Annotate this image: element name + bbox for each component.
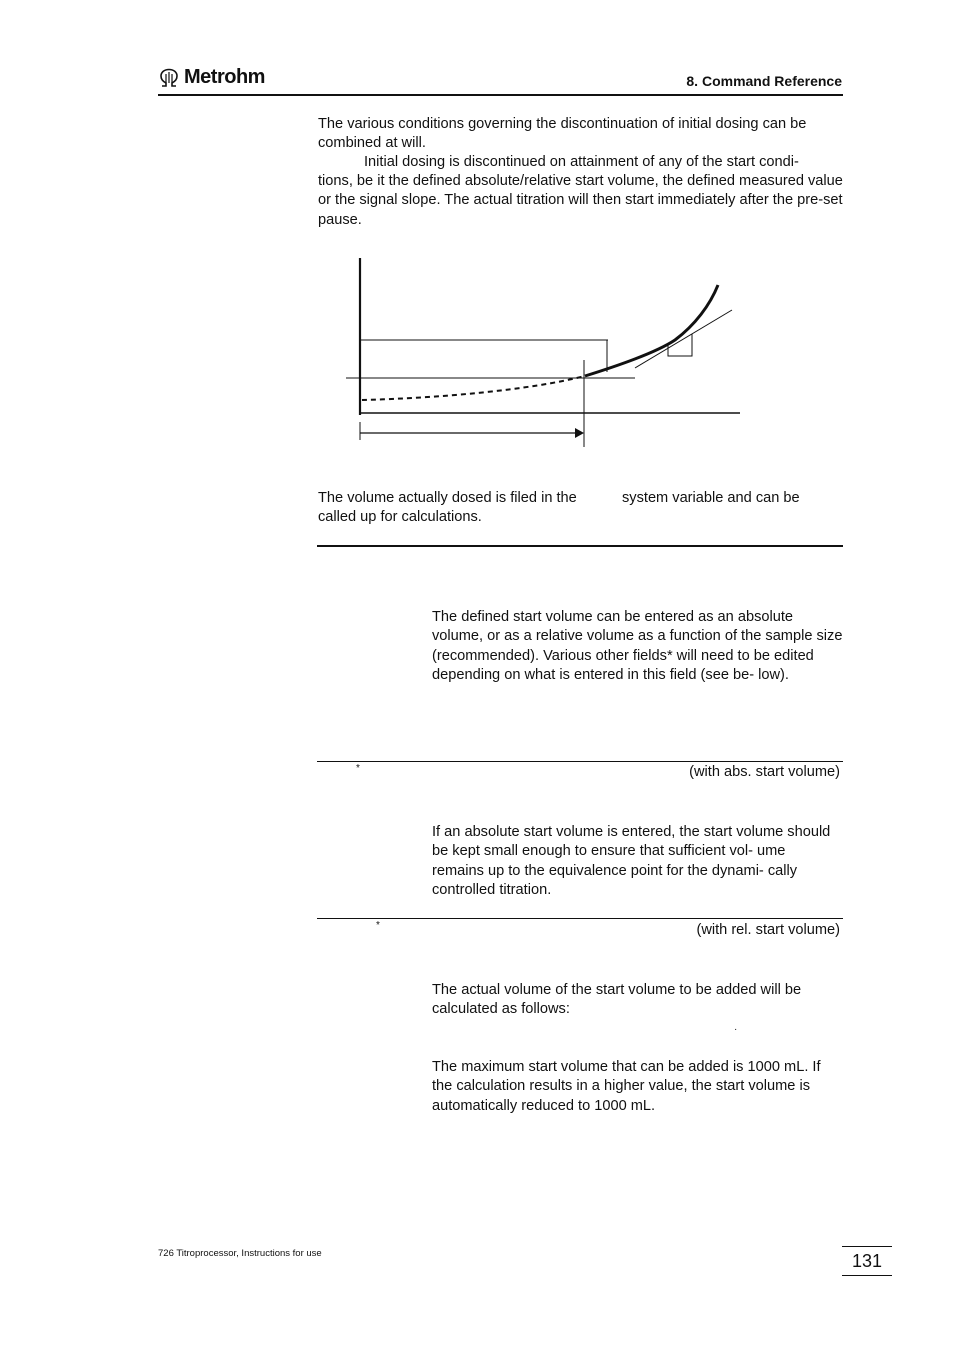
section-title: 8. Command Reference <box>686 73 842 89</box>
intro-paragraph-2-rest: tions, be it the defined absolute/relative start volume, the defined measured value or the signal slope. The actual titration will then start immediately after the pre-set pause. <box>318 173 843 228</box>
volume-arrowhead <box>575 428 584 438</box>
page-number-rule-top <box>842 1246 892 1247</box>
omega-logo-icon <box>158 68 180 88</box>
slope-tangent <box>635 310 732 368</box>
page-number-rule-bottom <box>842 1275 892 1276</box>
volume-filed-text-a: The volume actually dosed is filed in the <box>318 490 577 506</box>
volume-filed-text-b: system variable and can be <box>622 490 800 506</box>
start-dosing-diagram <box>330 250 750 455</box>
abs-section-rule <box>317 761 843 762</box>
intro-paragraph-2-first-line: Initial dosing is discontinued on attainment of any of the start condi- <box>364 154 799 170</box>
abs-description: If an absolute start volume is entered, the start volume should be kept small enough to ensure that sufficient vol- ume remains up to the equivalence point for the dynami- cally controlled titration. <box>432 824 831 898</box>
abs-asterisk: * <box>356 763 360 774</box>
rel-qualifier: (with rel. start volume) <box>696 922 840 938</box>
formula-multiply-dot: · <box>734 1024 738 1035</box>
brand-name: Metrohm <box>184 66 265 88</box>
rel-description-1: The actual volume of the start volume to be added will be calculated as follows: <box>432 982 802 1018</box>
section-divider <box>317 545 843 547</box>
header-rule <box>158 94 843 96</box>
page-number: 131 <box>852 1251 883 1271</box>
abs-qualifier: (with abs. start volume) <box>689 764 840 780</box>
intro-paragraph-1: The various conditions governing the discontinuation of initial dosing can be combined at will. <box>318 116 807 152</box>
footer-document-title: 726 Titroprocessor, Instructions for use <box>158 1248 322 1259</box>
initial-dosing-curve <box>362 376 585 400</box>
rel-section-rule <box>317 918 843 919</box>
rel-asterisk: * <box>376 920 380 931</box>
start-volume-description: The defined start volume can be entered as an absolute volume, or as a relative volume as a function of the sample size (recommended). Various other fields* will need to be edited depending on what is entered in this field (see be- low). <box>432 609 843 683</box>
volume-filed-text-c: called up for calculations. <box>318 509 482 525</box>
rel-description-2: The maximum start volume that can be added is 1000 mL. If the calculation results in a higher value, the start volume is automatically reduced to 1000 mL. <box>432 1059 821 1114</box>
brand-logo <box>158 66 265 89</box>
